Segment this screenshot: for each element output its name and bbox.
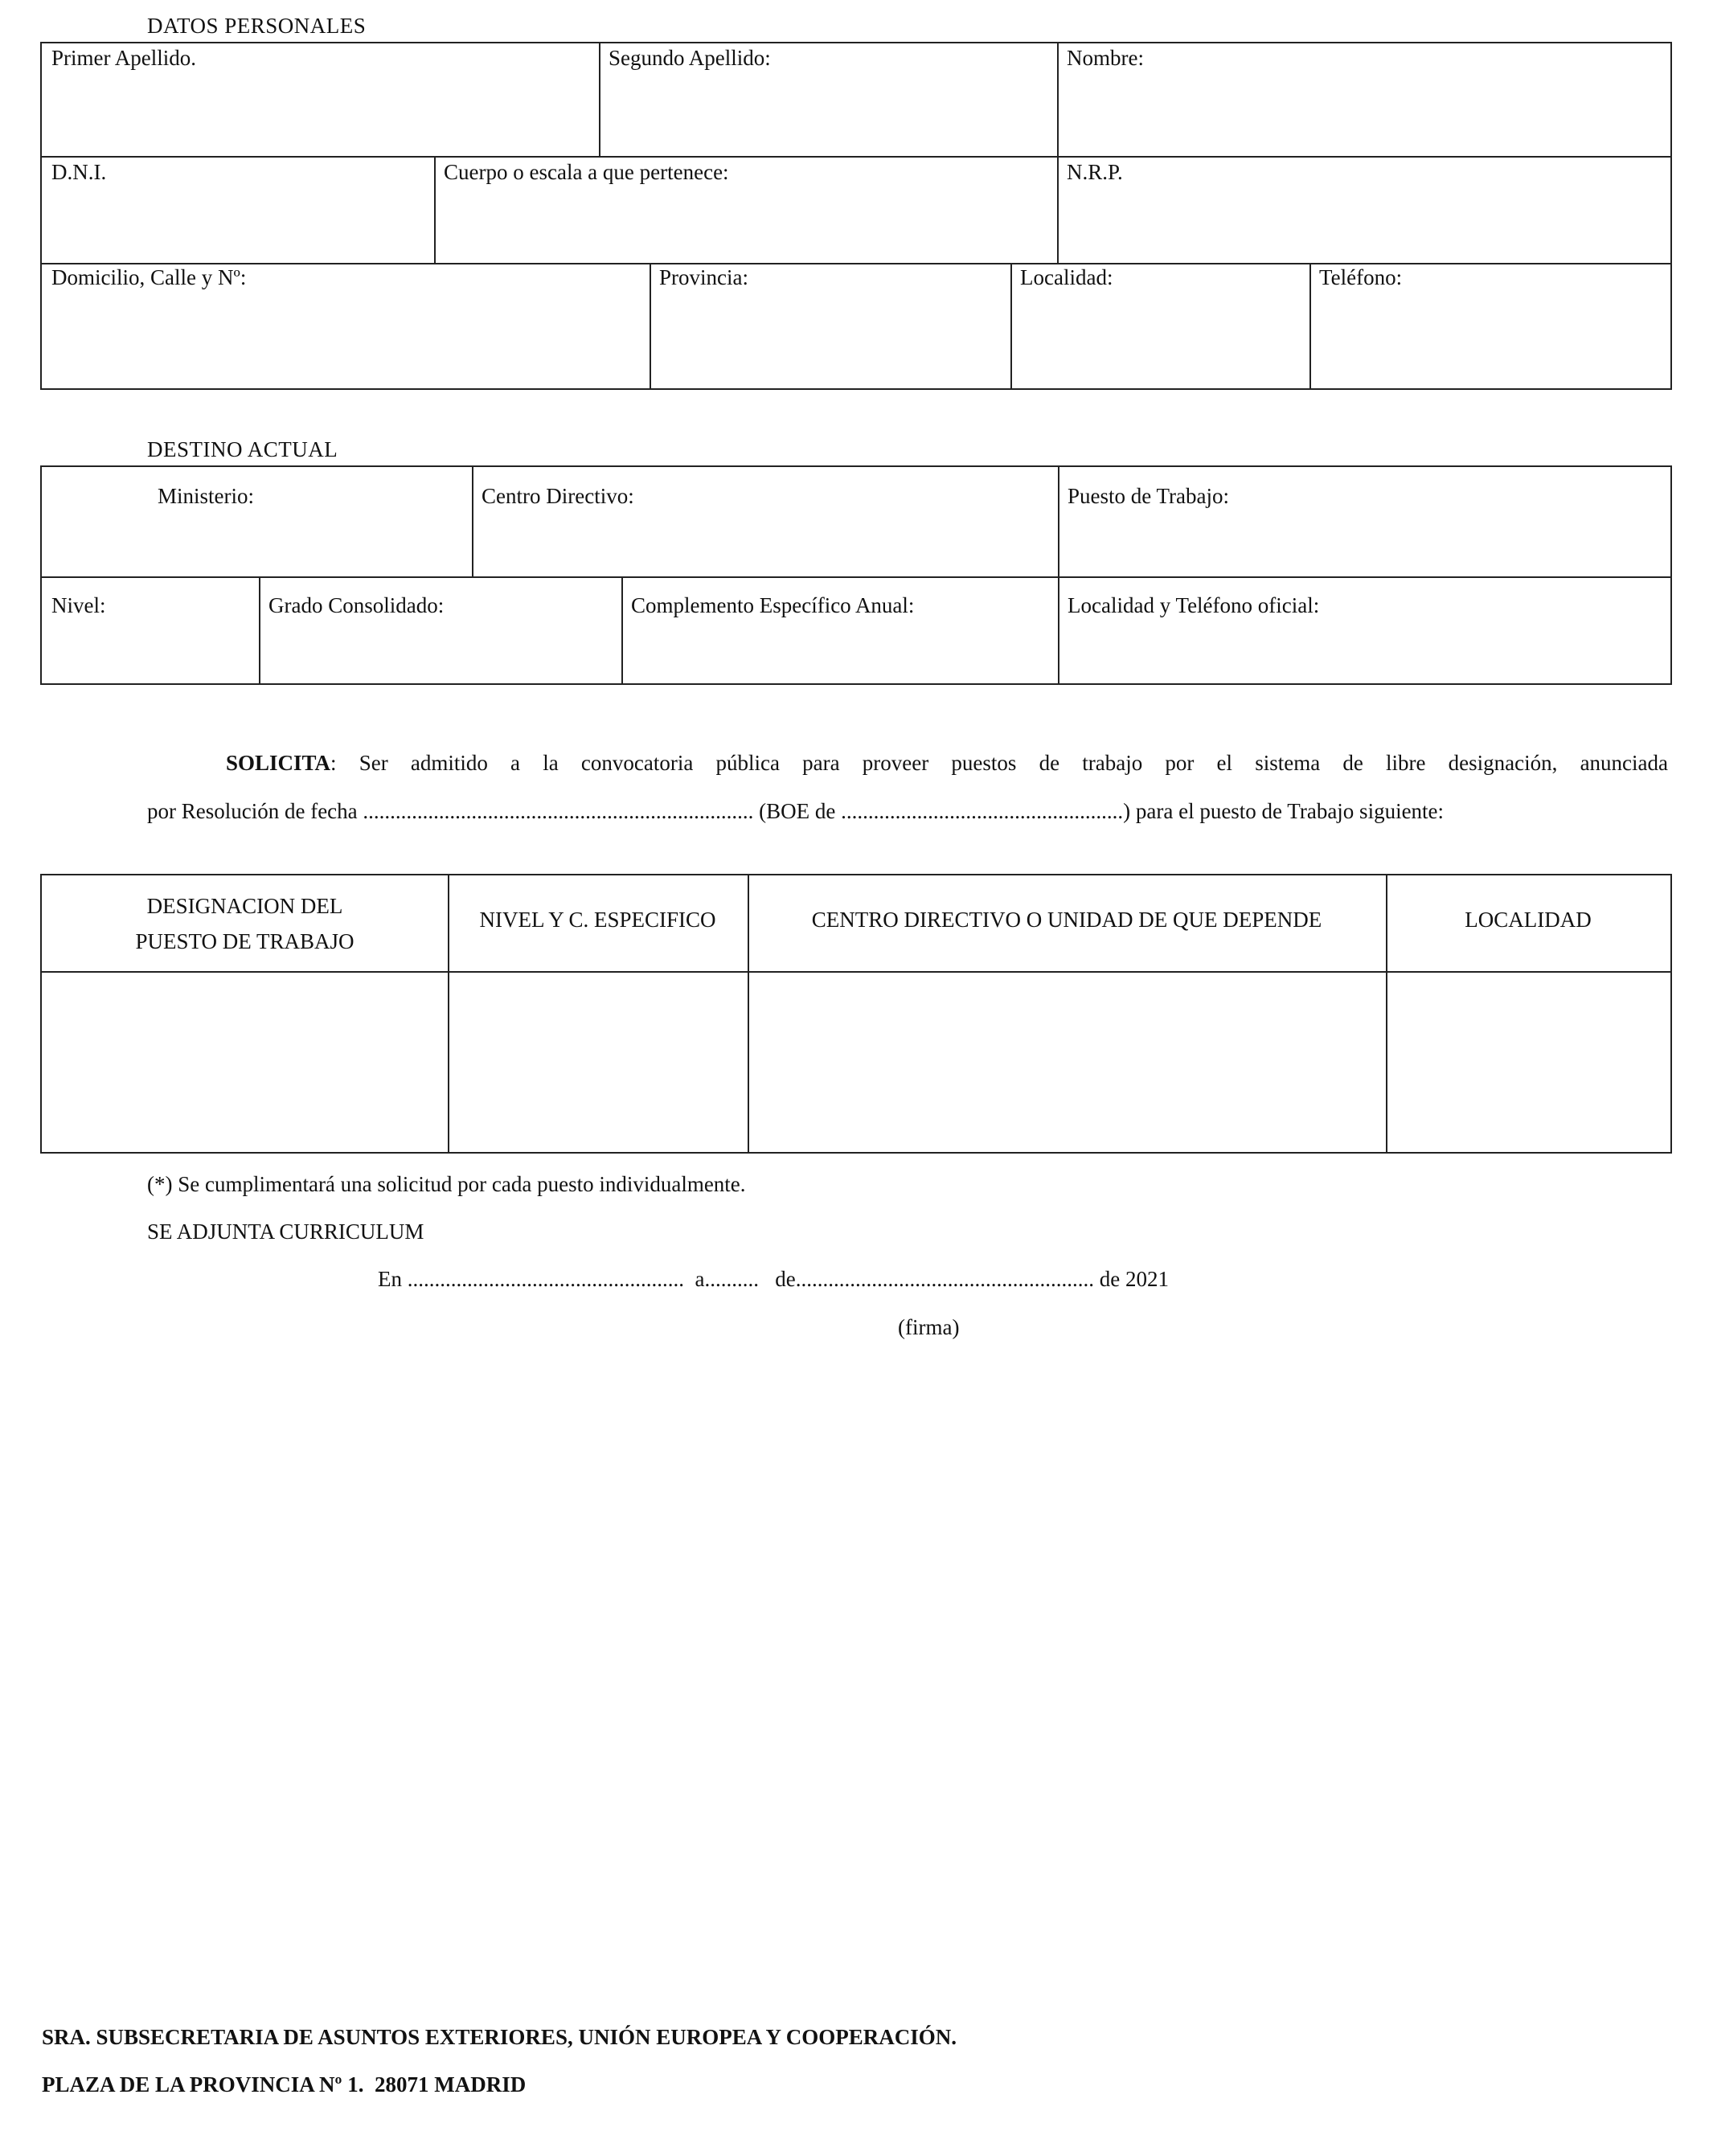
column-divider (621, 576, 623, 685)
nivel-input-cell[interactable] (449, 973, 748, 1154)
column-divider (259, 576, 260, 685)
addressee-line-1: SRA. SUBSECRETARIA DE ASUNTOS EXTERIORES, UNIÓN EUROPEA Y COOPERACIÓN. (42, 2025, 957, 2049)
domicilio-field[interactable]: Domicilio, Calle y Nº: (51, 265, 247, 289)
header-localidad: LOCALIDAD (1465, 908, 1592, 932)
telefono-field[interactable]: Teléfono: (1319, 265, 1403, 289)
date-line[interactable]: En ................................................... a.......... de....................................................... de 2021 (378, 1267, 1169, 1291)
puesto-trabajo-field[interactable]: Puesto de Trabajo: (1068, 484, 1230, 508)
nivel-field[interactable]: Nivel: (51, 593, 106, 617)
column-divider (1057, 43, 1059, 263)
ministerio-field[interactable]: Ministerio: (158, 484, 254, 508)
current-post-table (40, 465, 1672, 685)
column-divider (650, 263, 651, 390)
column-divider (434, 156, 436, 263)
column-divider (1309, 263, 1311, 390)
designacion-input-cell[interactable] (42, 973, 448, 1154)
solicita-paragraph (147, 739, 1668, 835)
solicita-line-1 (147, 739, 1668, 787)
section-heading-destino: DESTINO ACTUAL (147, 437, 338, 461)
header-centro: CENTRO DIRECTIVO O UNIDAD DE QUE DEPENDE (811, 908, 1322, 932)
solicita-keyword: SOLICITA (226, 751, 331, 775)
signature-label: (firma) (898, 1315, 960, 1339)
grado-consolidado-field[interactable]: Grado Consolidado: (268, 593, 445, 617)
column-divider (599, 43, 600, 156)
centro-directivo-field[interactable]: Centro Directivo: (482, 484, 634, 508)
row-divider (42, 156, 1670, 158)
header-designacion (42, 888, 448, 959)
cuerpo-field[interactable]: Cuerpo o escala a que pertenece: (444, 160, 729, 184)
job-request-table (40, 874, 1672, 1154)
addressee-line-2: PLAZA DE LA PROVINCIA Nº 1. 28071 MADRID (42, 2072, 527, 2097)
nombre-field[interactable]: Nombre: (1067, 46, 1144, 70)
column-divider (472, 467, 473, 576)
section-heading-personal: DATOS PERSONALES (147, 14, 367, 38)
adjunta-curriculum: SE ADJUNTA CURRICULUM (147, 1219, 424, 1244)
provincia-field[interactable]: Provincia: (659, 265, 748, 289)
row-divider (42, 576, 1670, 578)
primer-apellido-field[interactable]: Primer Apellido. (51, 46, 196, 70)
personal-data-table (40, 42, 1672, 390)
segundo-apellido-field[interactable]: Segundo Apellido: (609, 46, 771, 70)
localidad-field[interactable]: Localidad: (1020, 265, 1113, 289)
dni-field[interactable]: D.N.I. (51, 160, 107, 184)
header-designacion-line-1: DESIGNACION DEL (146, 894, 343, 918)
centro-input-cell[interactable] (749, 973, 1386, 1154)
footnote: (*) Se cumplimentará una solicitud por cada puesto individualmente. (147, 1172, 746, 1196)
nrp-field[interactable]: N.R.P. (1067, 160, 1123, 184)
column-divider (1058, 467, 1059, 685)
complemento-field[interactable]: Complemento Específico Anual: (631, 593, 915, 617)
column-divider (1010, 263, 1012, 390)
solicita-line-2: por Resolución de fecha ........................................................................ (BOE de ....................................................) para el puesto de Trabajo siguiente: (147, 799, 1445, 823)
localidad-input-cell[interactable] (1387, 973, 1670, 1154)
header-designacion-line-2: PUESTO DE TRABAJO (135, 929, 355, 953)
localidad-telefono-field[interactable]: Localidad y Teléfono oficial: (1068, 593, 1320, 617)
header-nivel: NIVEL Y C. ESPECIFICO (479, 908, 716, 932)
solicita-line-1-text: : Ser admitido a la convocatoria pública para proveer puestos de trabajo por el sistema de libre designación, anunciada (330, 751, 1668, 775)
row-divider (42, 263, 1670, 264)
